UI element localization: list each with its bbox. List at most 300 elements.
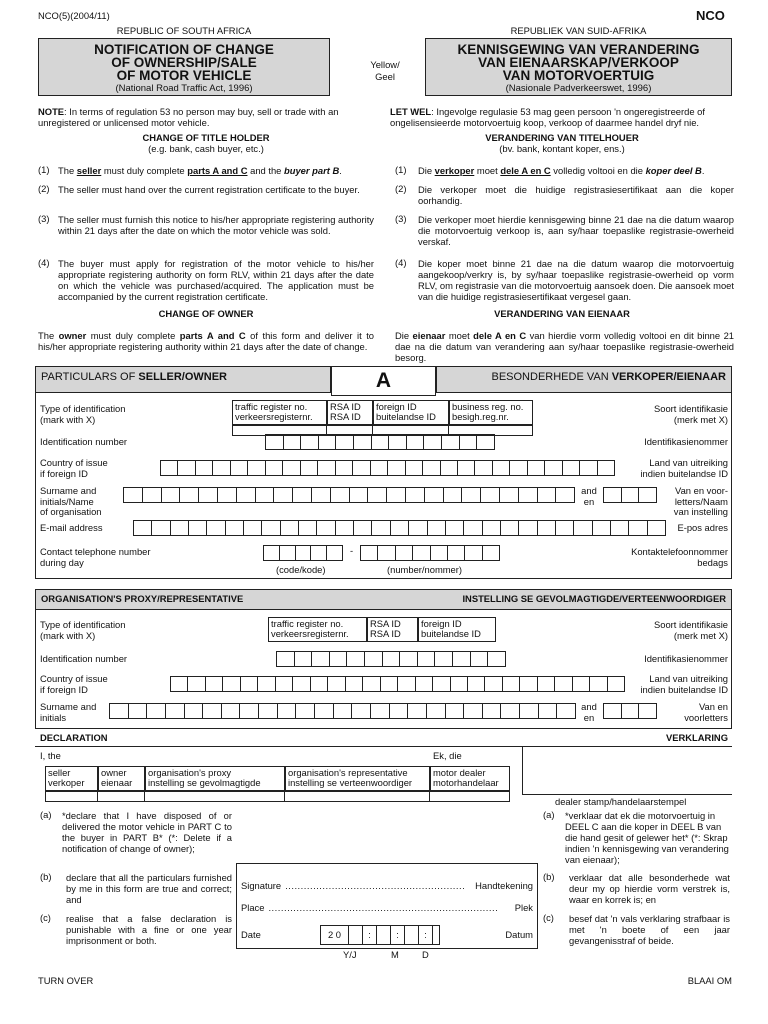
char-box[interactable] (431, 545, 448, 561)
char-box[interactable] (388, 460, 405, 476)
px-surname-af-1: Van en (698, 701, 728, 712)
stamp-divider (522, 746, 523, 794)
char-box[interactable] (446, 703, 465, 719)
char-box[interactable] (317, 520, 335, 536)
char-box[interactable] (266, 460, 283, 476)
px-surname-en (40, 702, 96, 723)
co-af-e: van hierdie vorm volledig voltooi en dit binne 21 dae na die datum van verandering aan sy/haar toepaslike registrasie-owerheid besorg. (395, 330, 735, 363)
char-box[interactable] (435, 651, 453, 667)
co-af-a: Die (395, 330, 413, 341)
char-box[interactable] (519, 520, 537, 536)
decl-i-the: I, the (40, 750, 61, 761)
char-box[interactable] (603, 487, 622, 503)
decl-af-b-num: (b) (543, 871, 555, 882)
char-box[interactable] (315, 703, 334, 719)
th-af-1-num: (1) (395, 164, 407, 175)
char-box[interactable] (143, 487, 162, 503)
signature-row[interactable] (241, 881, 533, 892)
char-box[interactable] (170, 676, 188, 692)
th-en-1-seller: seller (76, 165, 102, 176)
char-box[interactable] (206, 676, 223, 692)
char-box[interactable] (398, 676, 415, 692)
char-box[interactable] (556, 520, 574, 536)
char-box[interactable] (301, 460, 318, 476)
char-box[interactable] (147, 703, 166, 719)
note-af-text: : Ingevolge regulasie 53 mag geen persoon 'n ongeregistreerde of ongelisensieerde motorvoertuig koop, verkoop of daarmee handel dryf nie. (390, 106, 705, 128)
char-box[interactable] (293, 676, 310, 692)
sa-opt-business-reg[interactable] (449, 400, 533, 425)
char-box[interactable] (301, 434, 319, 450)
char-box[interactable] (424, 434, 442, 450)
sa-surname-input[interactable] (123, 487, 575, 503)
char-box[interactable] (244, 520, 262, 536)
char-box[interactable] (188, 676, 205, 692)
sa-heading-af-pre: BESONDERHEDE VAN (491, 371, 612, 383)
char-box[interactable] (372, 434, 390, 450)
char-box[interactable] (241, 676, 258, 692)
char-box[interactable] (162, 487, 181, 503)
char-box[interactable] (378, 545, 395, 561)
char-box[interactable] (196, 460, 213, 476)
char-box[interactable] (520, 676, 537, 692)
char-box[interactable] (475, 460, 492, 476)
copy-color-af: Geel (375, 71, 395, 82)
char-box[interactable] (336, 520, 354, 536)
republic-af: REPUBLIEK VAN SUID-AFRIKA (510, 25, 647, 36)
th-af-1-dele: dele A en C (500, 165, 551, 176)
sa-initials-input[interactable] (603, 487, 657, 503)
declaration-heading-en: DECLARATION (40, 732, 108, 743)
char-box[interactable] (368, 487, 387, 503)
char-box[interactable] (330, 651, 348, 667)
sa-country-af-1: Land van uitreiking (649, 457, 728, 468)
char-box[interactable] (528, 460, 545, 476)
sa-email-af: E-pos adres (677, 522, 728, 533)
px-idnum-input[interactable] (276, 651, 506, 667)
char-box[interactable] (446, 520, 464, 536)
char-box[interactable] (283, 460, 300, 476)
char-box[interactable] (538, 487, 557, 503)
char-box[interactable] (280, 545, 296, 561)
char-box[interactable] (483, 520, 501, 536)
char-box[interactable] (336, 460, 353, 476)
char-box[interactable] (240, 703, 259, 719)
section-a-heading-en (35, 366, 331, 393)
signature-label-en: Signature (241, 880, 282, 891)
px-surname-af-2: voorletters (684, 711, 728, 723)
char-box[interactable] (354, 434, 372, 450)
th-en-3: The seller must furnish this notice to his/her appropriate registering authority within 21 days after the date on which the motor vehicle was sold. (58, 214, 374, 236)
px-surname-input[interactable] (109, 703, 576, 719)
char-box[interactable] (442, 434, 460, 450)
decl-en-b: declare that all the particulars furnished by me in this form are true and correct; and (66, 872, 232, 905)
sa-surname-en-1: Surname and (40, 485, 97, 496)
sa-type-en-2: (mark with X) (40, 413, 96, 425)
sa-opt-business-af: besigh.reg.nr. (452, 411, 509, 422)
char-box[interactable] (278, 703, 297, 719)
sa-phone-number-input[interactable] (360, 545, 500, 561)
char-box[interactable] (464, 703, 483, 719)
char-box[interactable] (406, 460, 423, 476)
note-en-label: NOTE (38, 106, 65, 117)
char-box[interactable] (501, 520, 519, 536)
char-box[interactable] (510, 460, 527, 476)
decl-en-c: realise that a false declaration is punishable with a fine or one year imprisonment or both. (66, 913, 232, 946)
char-box[interactable] (464, 520, 482, 536)
note-en (38, 106, 374, 128)
px-opt-rsa-af: RSA ID (370, 628, 401, 639)
char-box[interactable] (423, 460, 440, 476)
char-box[interactable] (425, 487, 444, 503)
change-owner-heading-af: VERANDERING VAN EIENAAR (494, 308, 630, 319)
signature-dots: .......................................................... (285, 881, 466, 891)
char-box[interactable] (312, 651, 330, 667)
px-and-af: en (583, 711, 595, 723)
char-box[interactable] (363, 676, 380, 692)
char-box[interactable] (396, 545, 413, 561)
char-box[interactable] (213, 460, 230, 476)
sa-type-af (580, 404, 728, 425)
sa-opt-rsa-id[interactable] (327, 400, 373, 425)
decl-role-proxy[interactable] (145, 766, 285, 791)
char-box[interactable] (263, 545, 280, 561)
char-box[interactable] (311, 676, 328, 692)
th-en-1-c: must duly complete (101, 165, 188, 176)
char-box[interactable] (258, 676, 275, 692)
px-surname-en-1: Surname and (40, 701, 97, 712)
char-box[interactable] (166, 703, 185, 719)
char-box[interactable] (488, 651, 506, 667)
char-box[interactable] (441, 460, 458, 476)
char-box[interactable] (365, 651, 383, 667)
char-box[interactable] (639, 703, 657, 719)
place-row[interactable] (241, 903, 533, 914)
sa-phone-en (40, 547, 151, 568)
char-box[interactable] (462, 487, 481, 503)
note-af (390, 106, 734, 128)
th-en-1-parts: parts A and C (187, 165, 248, 176)
decl-role-owner-af: eienaar (101, 777, 133, 788)
char-box[interactable] (299, 520, 317, 536)
px-type-en-1: Type of identification (40, 619, 126, 630)
char-box[interactable] (371, 703, 390, 719)
char-box[interactable] (371, 460, 388, 476)
sa-phone-af-2: bedags (697, 556, 728, 568)
char-box[interactable] (223, 676, 240, 692)
char-box[interactable] (328, 676, 345, 692)
char-box[interactable] (199, 487, 218, 503)
th-af-2-num: (2) (395, 183, 407, 194)
sa-country-en-1: Country of issue (40, 457, 108, 468)
char-box[interactable] (262, 520, 280, 536)
sa-idnum-input[interactable] (265, 434, 495, 450)
char-box[interactable] (312, 487, 331, 503)
char-box[interactable] (574, 520, 592, 536)
char-box[interactable] (372, 520, 390, 536)
decl-role-representative[interactable] (285, 766, 430, 791)
title-af-line1: KENNISGEWING VAN VERANDERING (457, 42, 700, 57)
char-box[interactable] (629, 520, 647, 536)
char-box[interactable] (500, 487, 519, 503)
decl-en-b-num: (b) (40, 871, 52, 882)
char-box[interactable] (428, 520, 446, 536)
char-box[interactable] (538, 676, 555, 692)
px-country-en-1: Country of issue (40, 673, 108, 684)
char-box[interactable] (593, 520, 611, 536)
char-box[interactable] (331, 487, 350, 503)
char-box[interactable] (639, 487, 657, 503)
decl-role-proxy-en: organisation's proxy (148, 767, 232, 778)
char-box[interactable] (276, 651, 295, 667)
px-country-af-2: indien buitelandse ID (640, 683, 728, 695)
char-box[interactable] (222, 703, 241, 719)
char-box[interactable] (346, 676, 363, 692)
char-box[interactable] (433, 676, 450, 692)
char-box[interactable] (413, 545, 430, 561)
char-box[interactable] (556, 487, 575, 503)
char-box[interactable] (274, 487, 293, 503)
char-box[interactable] (622, 487, 640, 503)
char-box[interactable] (557, 703, 576, 719)
copy-color (360, 59, 410, 83)
char-box[interactable] (555, 676, 572, 692)
char-box[interactable] (545, 460, 562, 476)
decl-en-c-num: (c) (40, 912, 51, 923)
char-box[interactable] (448, 545, 465, 561)
decl-role-proxy-af: instelling se gevolmagtigde (148, 777, 261, 788)
px-country-input[interactable] (170, 676, 625, 692)
char-box[interactable] (603, 703, 622, 719)
char-box[interactable] (493, 460, 510, 476)
declaration-divider (35, 746, 732, 747)
char-box[interactable] (611, 520, 629, 536)
px-opt-foreign-af: buitelandse ID (421, 628, 481, 639)
char-box[interactable] (406, 487, 425, 503)
char-box[interactable] (178, 460, 195, 476)
co-en-parts: parts A and C (179, 330, 246, 341)
char-box[interactable] (460, 434, 478, 450)
char-box[interactable] (538, 520, 556, 536)
th-en-2: The seller must hand over the current registration certificate to the buyer. (58, 184, 360, 195)
char-box[interactable] (281, 520, 299, 536)
th-af-1-e: volledig voltooi en die (550, 165, 646, 176)
th-af-1-koper: koper deel B (645, 165, 702, 176)
char-box[interactable] (185, 703, 204, 719)
char-box[interactable] (481, 487, 500, 503)
act-af: (Nasionale Padverkeerswet, 1996) (505, 83, 652, 94)
char-box[interactable] (418, 651, 436, 667)
char-box[interactable] (347, 651, 365, 667)
char-box[interactable] (295, 651, 313, 667)
px-initials-input[interactable] (603, 703, 657, 719)
char-box[interactable] (327, 545, 343, 561)
char-box[interactable] (409, 520, 427, 536)
title-en-line3: OF MOTOR VEHICLE (116, 68, 252, 83)
char-box[interactable] (265, 434, 284, 450)
char-box[interactable] (520, 703, 539, 719)
char-box[interactable] (352, 703, 371, 719)
char-box[interactable] (334, 703, 353, 719)
decl-role-dealer-af: motorhandelaar (433, 777, 499, 788)
char-box[interactable] (451, 676, 468, 692)
title-en-line2: OF OWNERSHIP/SALE (111, 55, 257, 70)
char-box[interactable] (468, 676, 485, 692)
char-box[interactable] (152, 520, 170, 536)
px-surname-en-2: initials (40, 711, 67, 723)
sa-country-input[interactable] (160, 460, 615, 476)
char-box[interactable] (354, 520, 372, 536)
char-box[interactable] (407, 434, 425, 450)
char-box[interactable] (465, 545, 482, 561)
char-box[interactable] (160, 460, 178, 476)
sa-heading-en-bold: SELLER/OWNER (138, 371, 228, 383)
sa-type-af-1: Soort identifikasie (654, 403, 728, 414)
char-box[interactable] (477, 434, 495, 450)
char-box[interactable] (129, 703, 148, 719)
sa-type-af-2: (merk met X) (673, 413, 728, 425)
char-box[interactable] (387, 487, 406, 503)
px-idnum-af: Identifikasienommer (644, 653, 728, 664)
char-box[interactable] (622, 703, 640, 719)
char-box[interactable] (237, 487, 256, 503)
char-box[interactable] (259, 703, 278, 719)
char-box[interactable] (408, 703, 427, 719)
co-en-c: must duly complete (86, 330, 180, 341)
th-af-1-g: . (701, 165, 705, 176)
decl-role-dealer[interactable] (430, 766, 510, 791)
sa-opt-foreign-id[interactable] (373, 400, 449, 425)
place-dots: .......................................................................... (268, 903, 499, 913)
char-box[interactable] (231, 460, 248, 476)
char-box[interactable] (381, 676, 398, 692)
char-box[interactable] (400, 651, 418, 667)
char-box[interactable] (180, 487, 199, 503)
char-box[interactable] (109, 703, 129, 719)
sa-surname-en-3: of organisation (40, 506, 102, 517)
char-box[interactable] (123, 487, 143, 503)
sa-opt-traffic-register[interactable] (232, 400, 327, 425)
sa-email-input[interactable] (133, 520, 666, 536)
co-en-a: The (38, 330, 59, 341)
px-opt-foreign-id[interactable] (418, 617, 496, 642)
char-box[interactable] (318, 460, 335, 476)
char-box[interactable] (485, 676, 502, 692)
char-box[interactable] (453, 651, 471, 667)
co-en-e: of this form and deliver it to his/her appropriate registering authority within 21 days after the date of change. (38, 330, 375, 352)
sa-and-af: en (583, 495, 595, 507)
sa-country-af-2: indien buitelandse ID (640, 467, 728, 479)
decl-af-a: *verklaar dat ek die motorvoertuig in DEEL C aan die koper in DEEL B van die hand gesit of gelewer het* (*: Skrap indien 'n kennisgewing van verandering van eienaar); (565, 810, 729, 865)
px-type-af-2: (merk met X) (673, 629, 728, 641)
char-box[interactable] (539, 703, 558, 719)
change-owner-en (38, 330, 374, 352)
char-box[interactable] (563, 460, 580, 476)
px-opt-traffic-register[interactable] (268, 617, 367, 642)
char-box[interactable] (319, 434, 337, 450)
char-box[interactable] (383, 651, 401, 667)
char-box[interactable] (293, 487, 312, 503)
decl-role-owner[interactable] (98, 766, 145, 791)
decl-af-b: verklaar dat alle besonderhede wat deur my op hierdie vorm verstrek is, waar en korrek is; en (569, 872, 730, 905)
sa-phone-code-input[interactable] (263, 545, 343, 561)
date-label-en: Date (241, 929, 261, 940)
char-box[interactable] (458, 460, 475, 476)
proxy-heading-en: ORGANISATION'S PROXY/REPRESENTATIVE (41, 593, 244, 604)
char-box[interactable] (391, 520, 409, 536)
char-box[interactable] (296, 545, 312, 561)
char-box[interactable] (296, 703, 315, 719)
stamp-line (522, 794, 732, 795)
date-input[interactable] (320, 925, 440, 945)
char-box[interactable] (598, 460, 615, 476)
sa-type-en (40, 404, 125, 425)
declaration-heading-af: VERKLARING (666, 732, 728, 743)
char-box[interactable] (483, 703, 502, 719)
px-surname-af (660, 702, 728, 723)
char-box[interactable] (519, 487, 538, 503)
decl-role-seller[interactable] (45, 766, 98, 791)
decl-en-a: *declare that I have disposed of or delivered the motor vehicle in PART C to the buyer in PART B* (*: Delete if a notification of change of owner); (62, 810, 232, 854)
char-box[interactable] (256, 487, 275, 503)
sa-number-label: (number/nommer) (387, 564, 463, 575)
decl-role-marks[interactable] (45, 791, 510, 802)
px-type-en (40, 620, 125, 641)
char-box[interactable] (390, 703, 409, 719)
char-box[interactable] (444, 487, 463, 503)
px-opt-rsa-en: RSA ID (370, 618, 401, 629)
char-box[interactable] (389, 434, 407, 450)
char-box[interactable] (353, 460, 370, 476)
char-box[interactable] (350, 487, 369, 503)
px-opt-traffic-af: verkeersregisternr. (271, 628, 349, 639)
char-box[interactable] (483, 545, 500, 561)
char-box[interactable] (276, 676, 293, 692)
sa-surname-en (40, 486, 102, 518)
char-box[interactable] (427, 703, 446, 719)
px-opt-rsa-id[interactable] (367, 617, 418, 642)
char-box[interactable] (218, 487, 237, 503)
decl-role-seller-en: seller (48, 767, 71, 778)
char-box[interactable] (133, 520, 152, 536)
char-box[interactable] (501, 703, 520, 719)
px-type-en-2: (mark with X) (40, 629, 96, 641)
sa-country-en (40, 458, 108, 479)
char-box[interactable] (171, 520, 189, 536)
char-box[interactable] (248, 460, 265, 476)
char-box[interactable] (360, 545, 378, 561)
char-box[interactable] (284, 434, 302, 450)
sa-idnum-af: Identifikasienommer (644, 436, 728, 447)
char-box[interactable] (471, 651, 489, 667)
char-box[interactable] (311, 545, 327, 561)
decl-af-a-num: (a) (543, 809, 555, 820)
sa-phone-en-2: during day (40, 556, 84, 568)
char-box[interactable] (207, 520, 225, 536)
char-box[interactable] (189, 520, 207, 536)
date-colon-1: : (363, 926, 377, 944)
th-af-2: Die verkoper moet die huidige registrasiesertifikaat aan die koper oorhandig. (418, 184, 734, 206)
sa-surname-af-3: van instelling (673, 506, 728, 517)
char-box[interactable] (203, 703, 222, 719)
char-box[interactable] (226, 520, 244, 536)
char-box[interactable] (416, 676, 433, 692)
char-box[interactable] (336, 434, 354, 450)
px-country-af (580, 674, 728, 695)
char-box[interactable] (580, 460, 597, 476)
char-box[interactable] (503, 676, 520, 692)
dealer-stamp-label: dealer stamp/handelaarstempel (555, 796, 687, 807)
copy-color-en: Yellow/ (370, 59, 400, 70)
